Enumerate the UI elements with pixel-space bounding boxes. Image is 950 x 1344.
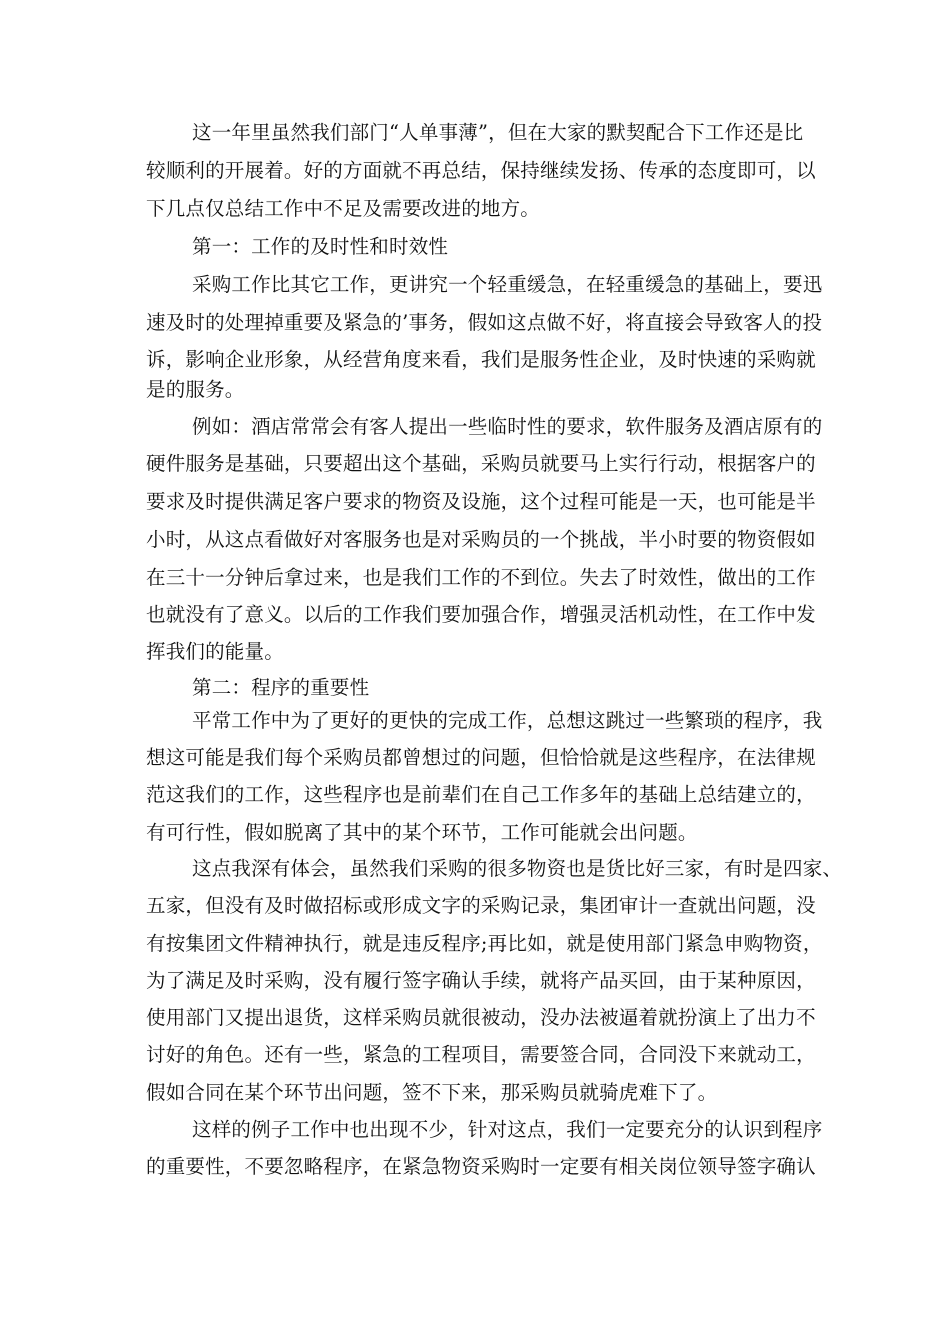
- paragraph-line: 挥我们的能量。: [146, 640, 284, 663]
- paragraph-line: 这一年里虽然我们部门“人单事薄”，但在大家的默契配合下工作还是比: [192, 121, 804, 144]
- paragraph-line: 这样的例子工作中也出现不少，针对这点，我们一定要充分的认识到程序: [192, 1118, 823, 1141]
- paragraph-line: 的重要性，不要忽略程序，在紧急物资采购时一定要有相关岗位领导签字确认: [146, 1155, 816, 1178]
- paragraph-line: 诉，影响企业形象，从经营角度来看，我们是服务性企业，及时快速的采购就: [146, 348, 816, 371]
- paragraph-line: 要求及时提供满足客户要求的物资及设施，这个过程可能是一天，也可能是半: [146, 490, 816, 513]
- section-heading: 第一：工作的及时性和时效性: [192, 235, 449, 258]
- paragraph-line: 例如：酒店常常会有客人提出一些临时性的要求，软件服务及酒店原有的: [192, 415, 823, 438]
- paragraph-line: 硬件服务是基础，只要超出这个基础，采购员就要马上实行行动，根据客户的: [146, 452, 816, 475]
- paragraph-line: 也就没有了意义。以后的工作我们要加强合作，增强灵活机动性，在工作中发: [146, 603, 816, 626]
- paragraph-line: 较顺利的开展着。好的方面就不再总结，保持继续发扬、传承的态度即可，以: [146, 159, 816, 182]
- paragraph-line: 是的服务。: [146, 378, 245, 401]
- paragraph-line: 平常工作中为了更好的更快的完成工作，总想这跳过一些繁琐的程序，我: [192, 709, 823, 732]
- paragraph-line: 在三十一分钟后拿过来，也是我们工作的不到位。失去了时效性，做出的工作: [146, 566, 816, 589]
- paragraph-line: 这点我深有体会，虽然我们采购的很多物资也是货比好三家，有时是四家、: [192, 857, 843, 880]
- paragraph-line: 为了满足及时采购，没有履行签字确认手续，就将产品买回，由于某种原因，: [146, 969, 816, 992]
- paragraph-line: 小时，从这点看做好对客服务也是对采购员的一个挑战，半小时要的物资假如: [146, 528, 816, 551]
- paragraph-line: 有按集团文件精神执行，就是违反程序;再比如，就是使用部门紧急申购物资，: [146, 932, 823, 955]
- paragraph-line: 五家，但没有及时做招标或形成文字的采购记录，集团审计一查就出问题，没: [146, 894, 816, 917]
- paragraph-line: 有可行性，假如脱离了其中的某个环节，工作可能就会出问题。: [146, 821, 698, 844]
- paragraph-line: 速及时的处理掉重要及紧急的’事务，假如这点做不好，将直接会导致客人的投: [146, 311, 823, 334]
- paragraph-line: 下几点仅总结工作中不足及需要改进的地方。: [146, 197, 541, 220]
- paragraph-line: 讨好的角色。还有一些，紧急的工程项目，需要签合同，合同没下来就动工，: [146, 1043, 816, 1066]
- paragraph-line: 使用部门又提出退货，这样采购员就很被动，没办法被逼着就扮演上了出力不: [146, 1006, 816, 1029]
- paragraph-line: 范这我们的工作，这些程序也是前辈们在自己工作多年的基础上总结建立的，: [146, 783, 816, 806]
- paragraph-line: 想这可能是我们每个采购员都曾想过的问题，但恰恰就是这些程序，在法律规: [146, 746, 816, 769]
- paragraph-line: 假如合同在某个环节出问题，签不下来，那采购员就骑虎难下了。: [146, 1081, 718, 1104]
- paragraph-line: 采购工作比其它工作，更讲究一个轻重缓急，在轻重缓急的基础上，要迅: [192, 273, 823, 296]
- section-heading: 第二：程序的重要性: [192, 676, 370, 699]
